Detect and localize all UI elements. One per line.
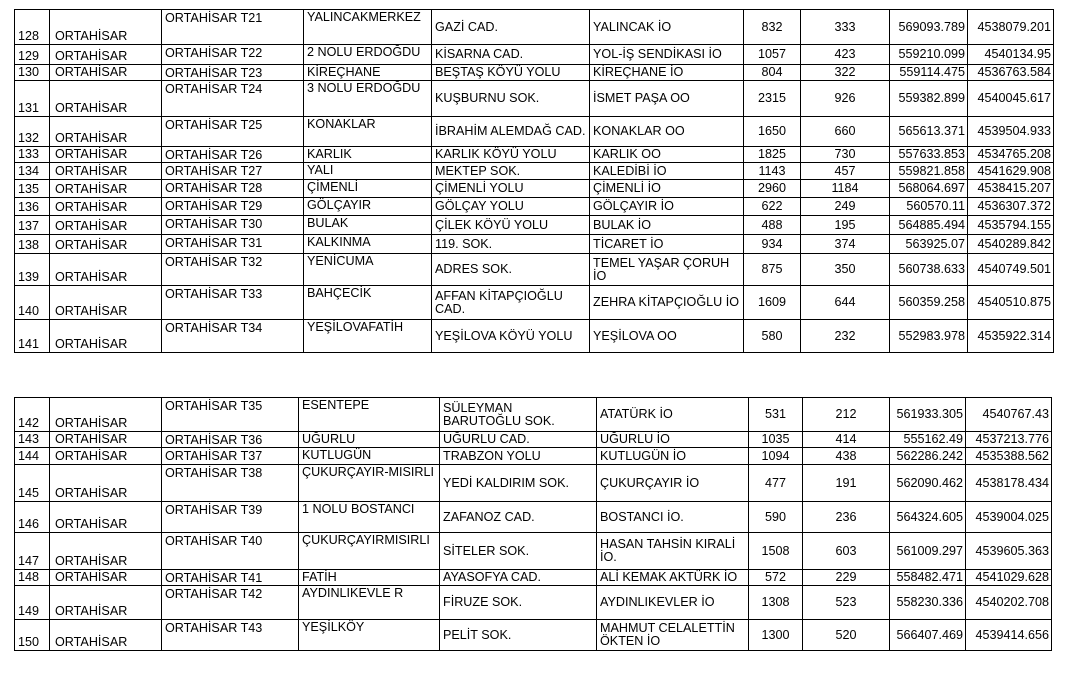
table-row [15,586,1052,620]
neighborhood-cell: KONAKLAR [304,117,432,147]
address-cell: YEDİ KALDIRIM SOK. [440,465,597,502]
row-number: 148 [15,570,50,586]
value-2-cell: 249 [801,198,890,216]
school-cell: BOSTANCI İO. [597,502,749,533]
x-coordinate-cell: 564324.605 [890,502,966,533]
transformer-cell: ORTAHİSAR T38 [162,465,299,502]
x-coordinate-cell: 566407.469 [890,620,966,651]
row-number: 147 [15,533,50,570]
neighborhood-cell: KARLIK [304,147,432,163]
row-number: 133 [15,147,50,163]
row-number: 131 [15,81,50,117]
neighborhood-cell: YEŞİLKÖY [299,620,440,651]
table-row [15,117,1054,147]
x-coordinate-cell: 558482.471 [890,570,966,586]
row-number: 143 [15,432,50,448]
transformer-cell: ORTAHİSAR T27 [162,163,304,180]
school-cell: KUTLUGÜN İO [597,448,749,465]
table-row [15,235,1054,254]
value-2-cell: 350 [801,254,890,286]
row-number: 146 [15,502,50,533]
district-cell: ORTAHİSAR [50,586,162,620]
address-cell: KİSARNA CAD. [432,45,590,65]
y-coordinate-cell: 4534765.208 [968,147,1054,163]
district-cell: ORTAHİSAR [50,533,162,570]
y-coordinate-cell: 4540289.842 [968,235,1054,254]
row-number: 129 [15,45,50,65]
neighborhood-cell: KUTLUGÜN [299,448,440,465]
table-row [15,432,1052,448]
row-number: 135 [15,180,50,198]
district-cell: ORTAHİSAR [50,117,162,147]
x-coordinate-cell: 560359.258 [890,286,968,320]
neighborhood-cell: YALINCAKMERKEZ [304,10,432,45]
value-2-cell: 333 [801,10,890,45]
value-1-cell: 1508 [749,533,803,570]
value-2-cell: 926 [801,81,890,117]
address-cell: GAZİ CAD. [432,10,590,45]
school-cell: KONAKLAR OO [590,117,744,147]
district-cell: ORTAHİSAR [50,286,162,320]
address-cell: BEŞTAŞ KÖYÜ YOLU [432,65,590,81]
row-number: 136 [15,198,50,216]
table-row [15,254,1054,286]
x-coordinate-cell: 563925.07 [890,235,968,254]
neighborhood-cell: KİREÇHANE [304,65,432,81]
value-1-cell: 804 [744,65,801,81]
neighborhood-cell: GÖLÇAYIR [304,198,432,216]
y-coordinate-cell: 4539605.363 [966,533,1052,570]
y-coordinate-cell: 4535922.314 [968,320,1054,353]
address-cell: ZAFANOZ CAD. [440,502,597,533]
transformer-cell: ORTAHİSAR T31 [162,235,304,254]
school-cell: YEŞİLOVA OO [590,320,744,353]
x-coordinate-cell: 555162.49 [890,432,966,448]
neighborhood-cell: YENİCUMA [304,254,432,286]
y-coordinate-cell: 4539414.656 [966,620,1052,651]
school-cell: YALINCAK İO [590,10,744,45]
address-cell: ADRES SOK. [432,254,590,286]
value-2-cell: 423 [801,45,890,65]
school-cell: İSMET PAŞA OO [590,81,744,117]
value-2-cell: 374 [801,235,890,254]
x-coordinate-cell: 559210.099 [890,45,968,65]
y-coordinate-cell: 4535794.155 [968,216,1054,235]
neighborhood-cell: AYDINLIKEVLE R [299,586,440,620]
district-cell: ORTAHİSAR [50,432,162,448]
school-cell: ZEHRA KİTAPÇIOĞLU İO [590,286,744,320]
neighborhood-cell: KALKINMA [304,235,432,254]
value-1-cell: 580 [744,320,801,353]
address-cell: YEŞİLOVA KÖYÜ YOLU [432,320,590,353]
transformer-cell: ORTAHİSAR T41 [162,570,299,586]
address-cell: 119. SOK. [432,235,590,254]
value-2-cell: 191 [803,465,890,502]
school-cell: KALEDİBİ İO [590,163,744,180]
address-cell: SÜLEYMAN BARUTOĞLU SOK. [440,398,597,432]
row-number: 145 [15,465,50,502]
table-row [15,216,1054,235]
table-row [15,570,1052,586]
school-cell: ATATÜRK İO [597,398,749,432]
neighborhood-cell: 1 NOLU BOSTANCI [299,502,440,533]
value-1-cell: 488 [744,216,801,235]
y-coordinate-cell: 4537213.776 [966,432,1052,448]
table-row [15,10,1054,45]
value-1-cell: 2960 [744,180,801,198]
neighborhood-cell: YALI [304,163,432,180]
value-2-cell: 644 [801,286,890,320]
value-2-cell: 603 [803,533,890,570]
y-coordinate-cell: 4539504.933 [968,117,1054,147]
value-2-cell: 236 [803,502,890,533]
district-cell: ORTAHİSAR [50,147,162,163]
neighborhood-cell: ÇUKURÇAYIRMISIRLI [299,533,440,570]
address-cell: ÇİMENLİ YOLU [432,180,590,198]
address-cell: AFFAN KİTAPÇIOĞLU CAD. [432,286,590,320]
y-coordinate-cell: 4538079.201 [968,10,1054,45]
value-1-cell: 531 [749,398,803,432]
row-number: 140 [15,286,50,320]
school-cell: AYDINLIKEVLER İO [597,586,749,620]
transformer-cell: ORTAHİSAR T28 [162,180,304,198]
school-cell: ÇİMENLİ İO [590,180,744,198]
school-cell: MAHMUT CELALETTİN ÖKTEN İO [597,620,749,651]
value-1-cell: 875 [744,254,801,286]
address-cell: UĞURLU CAD. [440,432,597,448]
district-cell: ORTAHİSAR [50,198,162,216]
district-cell: ORTAHİSAR [50,620,162,651]
x-coordinate-cell: 552983.978 [890,320,968,353]
value-1-cell: 1035 [749,432,803,448]
district-cell: ORTAHİSAR [50,448,162,465]
value-2-cell: 195 [801,216,890,235]
table-row [15,448,1052,465]
y-coordinate-cell: 4540767.43 [966,398,1052,432]
transformer-cell: ORTAHİSAR T37 [162,448,299,465]
value-2-cell: 523 [803,586,890,620]
row-number: 141 [15,320,50,353]
y-coordinate-cell: 4538178.434 [966,465,1052,502]
row-number: 137 [15,216,50,235]
value-2-cell: 232 [801,320,890,353]
value-2-cell: 457 [801,163,890,180]
district-cell: ORTAHİSAR [50,65,162,81]
district-cell: ORTAHİSAR [50,570,162,586]
address-cell: AYASOFYA CAD. [440,570,597,586]
district-cell: ORTAHİSAR [50,235,162,254]
value-1-cell: 1057 [744,45,801,65]
table-row [15,286,1054,320]
row-number: 144 [15,448,50,465]
y-coordinate-cell: 4541029.628 [966,570,1052,586]
y-coordinate-cell: 4540510.875 [968,286,1054,320]
transformer-cell: ORTAHİSAR T33 [162,286,304,320]
table-row [15,502,1052,533]
neighborhood-cell: BAHÇECİK [304,286,432,320]
value-1-cell: 1094 [749,448,803,465]
x-coordinate-cell: 557633.853 [890,147,968,163]
school-cell: TEMEL YAŞAR ÇORUH İO [590,254,744,286]
school-cell: TİCARET İO [590,235,744,254]
y-coordinate-cell: 4540134.95 [968,45,1054,65]
value-1-cell: 1308 [749,586,803,620]
school-cell: YOL-İŞ SENDİKASI İO [590,45,744,65]
table-row [15,45,1054,65]
transformer-cell: ORTAHİSAR T34 [162,320,304,353]
value-2-cell: 1184 [801,180,890,198]
x-coordinate-cell: 565613.371 [890,117,968,147]
row-number: 150 [15,620,50,651]
value-2-cell: 212 [803,398,890,432]
row-number: 142 [15,398,50,432]
district-cell: ORTAHİSAR [50,10,162,45]
value-1-cell: 934 [744,235,801,254]
value-2-cell: 730 [801,147,890,163]
district-cell: ORTAHİSAR [50,163,162,180]
school-cell: HASAN TAHSİN KIRALİ İO. [597,533,749,570]
address-cell: MEKTEP SOK. [432,163,590,180]
neighborhood-cell: 2 NOLU ERDOĞDU [304,45,432,65]
value-1-cell: 572 [749,570,803,586]
y-coordinate-cell: 4536307.372 [968,198,1054,216]
address-cell: KUŞBURNU SOK. [432,81,590,117]
district-cell: ORTAHİSAR [50,254,162,286]
transformer-cell: ORTAHİSAR T22 [162,45,304,65]
x-coordinate-cell: 569093.789 [890,10,968,45]
neighborhood-cell: FATİH [299,570,440,586]
school-cell: GÖLÇAYIR İO [590,198,744,216]
value-1-cell: 622 [744,198,801,216]
neighborhood-cell: ÇUKURÇAYIR-MISIRLI [299,465,440,502]
neighborhood-cell: UĞURLU [299,432,440,448]
table-row [15,81,1054,117]
table-row [15,533,1052,570]
transformer-cell: ORTAHİSAR T39 [162,502,299,533]
school-cell: ALİ KEMAK AKTÜRK İO [597,570,749,586]
value-2-cell: 660 [801,117,890,147]
address-cell: GÖLÇAY YOLU [432,198,590,216]
row-number: 134 [15,163,50,180]
x-coordinate-cell: 558230.336 [890,586,966,620]
transformer-cell: ORTAHİSAR T25 [162,117,304,147]
x-coordinate-cell: 559382.899 [890,81,968,117]
transformer-cell: ORTAHİSAR T43 [162,620,299,651]
value-1-cell: 1650 [744,117,801,147]
district-cell: ORTAHİSAR [50,398,162,432]
x-coordinate-cell: 559821.858 [890,163,968,180]
neighborhood-cell: ESENTEPE [299,398,440,432]
address-cell: KARLIK KÖYÜ YOLU [432,147,590,163]
table-part-2 [14,397,1052,651]
transformer-cell: ORTAHİSAR T32 [162,254,304,286]
transformer-cell: ORTAHİSAR T24 [162,81,304,117]
neighborhood-cell: YEŞİLOVAFATİH [304,320,432,353]
district-cell: ORTAHİSAR [50,502,162,533]
y-coordinate-cell: 4535388.562 [966,448,1052,465]
transformer-cell: ORTAHİSAR T29 [162,198,304,216]
x-coordinate-cell: 560570.11 [890,198,968,216]
school-cell: KARLIK OO [590,147,744,163]
table-row [15,620,1052,651]
school-cell: KİREÇHANE İO [590,65,744,81]
value-2-cell: 520 [803,620,890,651]
value-1-cell: 1609 [744,286,801,320]
address-cell: İBRAHİM ALEMDAĞ CAD. [432,117,590,147]
transformer-cell: ORTAHİSAR T40 [162,533,299,570]
value-2-cell: 414 [803,432,890,448]
district-cell: ORTAHİSAR [50,465,162,502]
value-1-cell: 1143 [744,163,801,180]
district-cell: ORTAHİSAR [50,180,162,198]
table-row [15,163,1054,180]
y-coordinate-cell: 4539004.025 [966,502,1052,533]
value-1-cell: 1300 [749,620,803,651]
district-cell: ORTAHİSAR [50,45,162,65]
value-1-cell: 2315 [744,81,801,117]
x-coordinate-cell: 562286.242 [890,448,966,465]
value-1-cell: 477 [749,465,803,502]
district-cell: ORTAHİSAR [50,320,162,353]
y-coordinate-cell: 4541629.908 [968,163,1054,180]
y-coordinate-cell: 4540045.617 [968,81,1054,117]
table-part-1 [14,9,1054,353]
row-number: 138 [15,235,50,254]
address-cell: SİTELER SOK. [440,533,597,570]
school-cell: BULAK İO [590,216,744,235]
value-2-cell: 438 [803,448,890,465]
district-cell: ORTAHİSAR [50,216,162,235]
x-coordinate-cell: 561933.305 [890,398,966,432]
transformer-cell: ORTAHİSAR T42 [162,586,299,620]
x-coordinate-cell: 562090.462 [890,465,966,502]
neighborhood-cell: BULAK [304,216,432,235]
y-coordinate-cell: 4536763.584 [968,65,1054,81]
y-coordinate-cell: 4540202.708 [966,586,1052,620]
row-number: 139 [15,254,50,286]
transformer-cell: ORTAHİSAR T36 [162,432,299,448]
address-cell: FİRUZE SOK. [440,586,597,620]
transformer-cell: ORTAHİSAR T35 [162,398,299,432]
value-2-cell: 322 [801,65,890,81]
address-cell: TRABZON YOLU [440,448,597,465]
neighborhood-cell: ÇİMENLİ [304,180,432,198]
address-cell: ÇİLEK KÖYÜ YOLU [432,216,590,235]
value-1-cell: 832 [744,10,801,45]
value-1-cell: 590 [749,502,803,533]
table-row [15,398,1052,432]
x-coordinate-cell: 564885.494 [890,216,968,235]
table-row [15,320,1054,353]
row-number: 130 [15,65,50,81]
transformer-cell: ORTAHİSAR T23 [162,65,304,81]
x-coordinate-cell: 568064.697 [890,180,968,198]
row-number: 149 [15,586,50,620]
y-coordinate-cell: 4540749.501 [968,254,1054,286]
x-coordinate-cell: 561009.297 [890,533,966,570]
school-cell: ÇUKURÇAYIR İO [597,465,749,502]
table-row [15,65,1054,81]
value-2-cell: 229 [803,570,890,586]
value-1-cell: 1825 [744,147,801,163]
transformer-cell: ORTAHİSAR T21 [162,10,304,45]
x-coordinate-cell: 560738.633 [890,254,968,286]
table-row [15,465,1052,502]
y-coordinate-cell: 4538415.207 [968,180,1054,198]
x-coordinate-cell: 559114.475 [890,65,968,81]
neighborhood-cell: 3 NOLU ERDOĞDU [304,81,432,117]
transformer-cell: ORTAHİSAR T30 [162,216,304,235]
school-cell: UĞURLU İO [597,432,749,448]
address-cell: PELİT SOK. [440,620,597,651]
row-number: 128 [15,10,50,45]
table-row [15,198,1054,216]
transformer-cell: ORTAHİSAR T26 [162,147,304,163]
district-cell: ORTAHİSAR [50,81,162,117]
row-number: 132 [15,117,50,147]
table-row [15,180,1054,198]
table-row [15,147,1054,163]
